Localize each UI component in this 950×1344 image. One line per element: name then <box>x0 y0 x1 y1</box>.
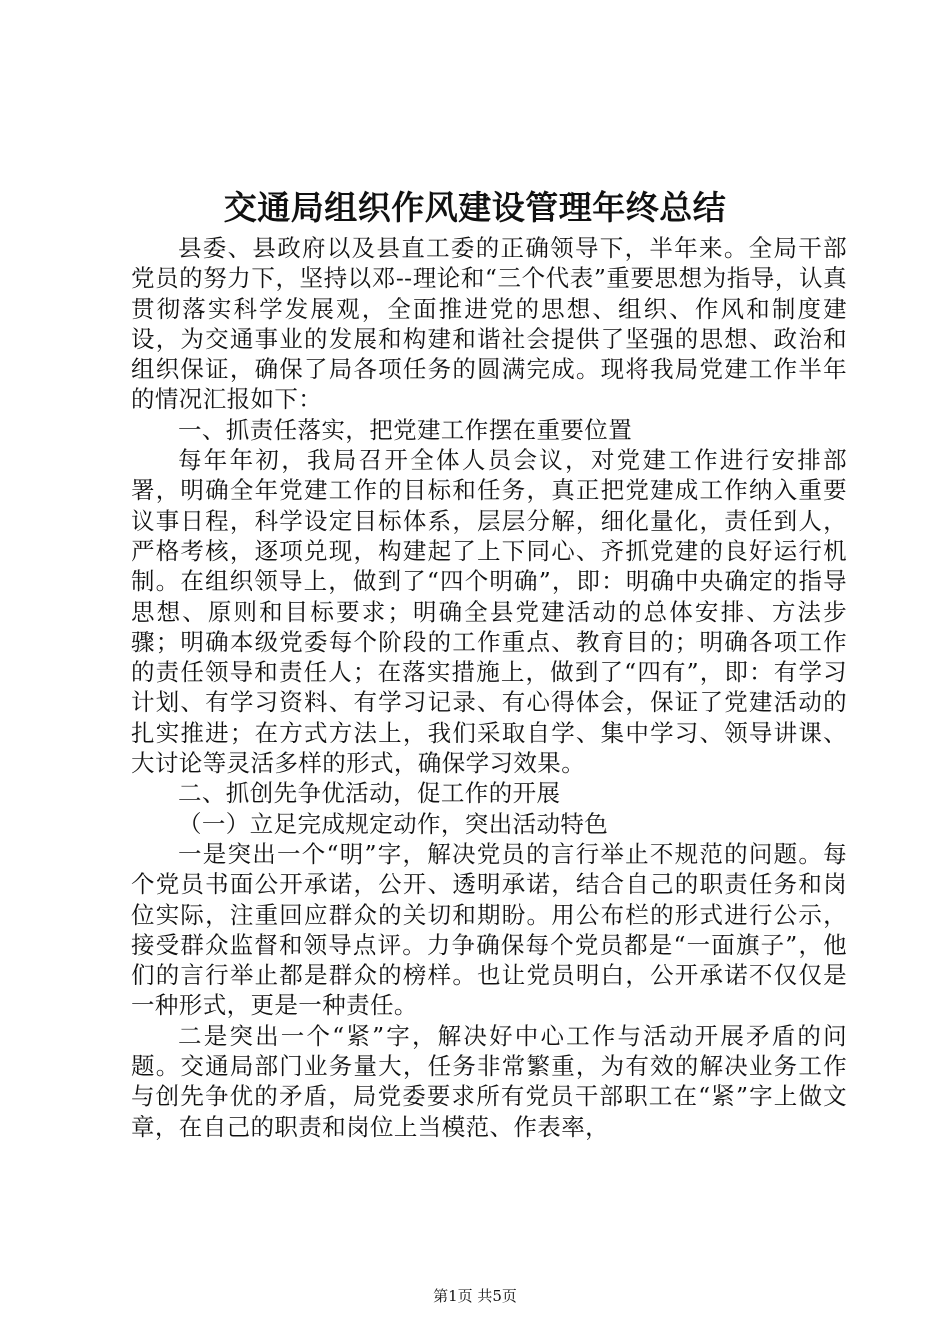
point-1-paragraph: 一是突出一个“明”字，解决党员的言行举止不规范的问题。每个党员书面公开承诺，公开、透明承诺，结合自己的职责任务和岗位实际，注重回应群众的关切和期盼。用公布栏的形式进行公示，接受群众监督和领导点评。力争确保每个党员都是“一面旗子”，他们的言行举止都是群众的榜样。也让党员明白，公开承诺不仅仅是一种形式，更是一种责任。 <box>131 839 847 1020</box>
subsection-heading-1: （一）立足完成规定动作，突出活动特色 <box>178 809 609 838</box>
page-footer: 第1页 共5页 <box>433 1287 517 1305</box>
section-heading-1: 一、抓责任落实，把党建工作摆在重要位置 <box>178 415 633 444</box>
document-body <box>131 233 847 1142</box>
intro-paragraph: 县委、县政府以及县直工委的正确领导下，半年来。全局干部党员的努力下，坚持以邓--理论和“三个代表”重要思想为指导，认真贯彻落实科学发展观，全面推进党的思想、组织、作风和制度建设，为交通事业的发展和构建和谐社会提供了坚强的思想、政治和组织保证，确保了局各项任务的圆满完成。现将我局党建工作半年的情况汇报如下： <box>131 234 847 414</box>
section-1-paragraph: 每年年初，我局召开全体人员会议，对党建工作进行安排部署，明确全年党建工作的目标和任务，真正把党建成工作纳入重要议事日程，科学设定目标体系，层层分解，细化量化，责任到人，严格考核，逐项兑现，构建起了上下同心、齐抓党建的良好运行机制。在组织领导上，做到了“四个明确”，即：明确中央确定的指导思想、原则和目标要求；明确全县党建活动的总体安排、方法步骤；明确本级党委每个阶段的工作重点、教育目的；明确各项工作的责任领导和责任人；在落实措施上，做到了“四有”，即：有学习计划、有学习资料、有学习记录、有心得体会，保证了党建活动的扎实推进；在方式方法上，我们采取自学、集中学习、领导讲课、大讨论等灵活多样的形式，确保学习效果。 <box>131 446 847 778</box>
document-title: 交通局组织作风建设管理年终总结 <box>223 188 727 227</box>
point-2-paragraph: 二是突出一个“紧”字，解决好中心工作与活动开展矛盾的问题。交通局部门业务量大，任务非常繁重，为有效的解决业务工作与创先争优的矛盾，局党委要求所有党员干部职工在“紧”字上做文章，在自己的职责和岗位上当模范、作表率， <box>131 1021 847 1141</box>
section-heading-2: 二、抓创先争优活动，促工作的开展 <box>178 779 561 808</box>
